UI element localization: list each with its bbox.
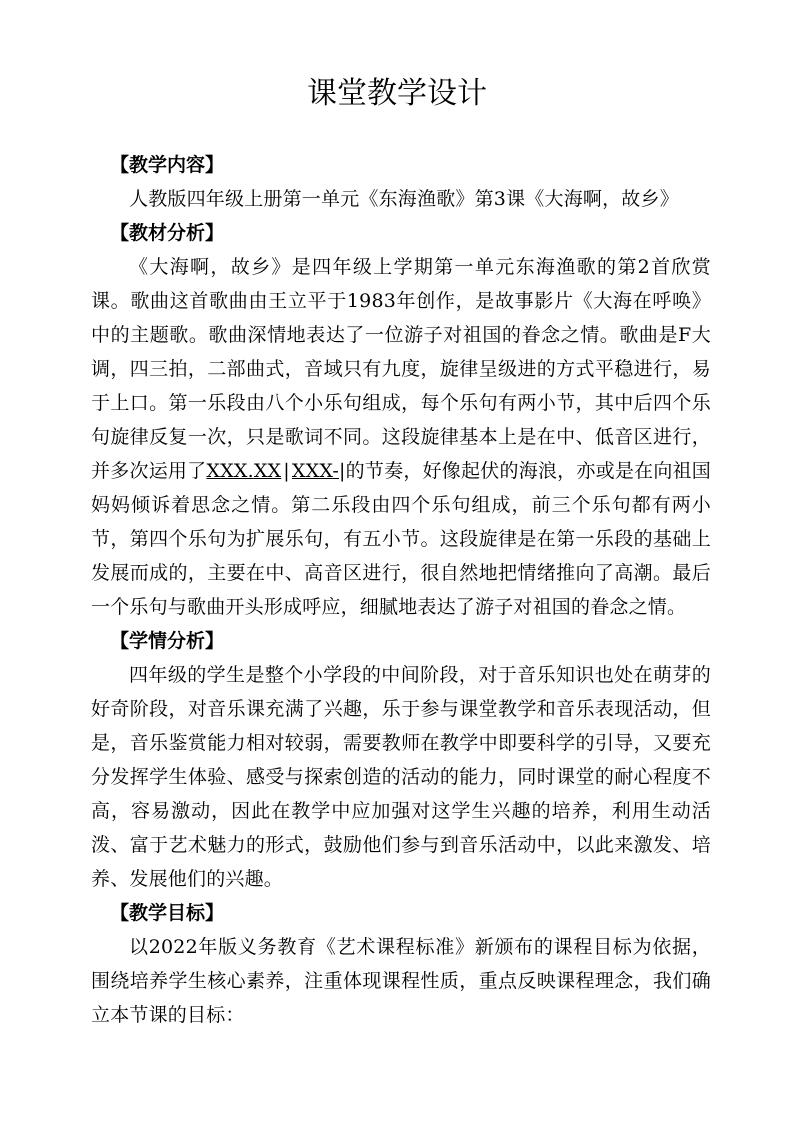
document-body [91,148,711,1032]
paragraph-teaching-goals: 以2022年版义务教育《艺术课程标准》新颁布的课程目标为依据，围绕培养学生核心素养，注重体现课程性质，重点反映课程理念，我们确立本节课的目标： [91,936,711,1026]
material-analysis-text-1: 《大海啊，故乡》是四年级上学期第一单元东海渔歌的第2首欣赏课。歌曲这首歌曲由王立平于1983年创作，是故事影片《大海在呼唤》中的主题歌。歌曲深情地表达了一位游子对祖国的眷念之情。歌曲是F大调，四三拍，二部曲式，音域只有九度，旋律呈级进的方式平稳进行，易于上口。第一乐段由八个小乐句组成，每个乐句有两小节，其中后四个乐句旋律反复一次，只是歌词不同。这段旋律基本上是在中、低音区进行，并多次运用了 [91,256,711,482]
rhythm-notation-2: XX [253,460,282,482]
document-title: 课堂教学设计 [307,76,487,111]
paragraph-material-analysis [91,250,711,624]
rhythm-notation-3: XXX- [291,460,339,482]
section-heading-student-analysis: 【学情分析】 [110,630,225,652]
rhythm-barline-1: | [283,460,290,482]
section-heading-material-analysis: 【教材分析】 [110,222,225,244]
rhythm-barline-2: | [339,460,346,482]
rhythm-notation-1: XXX. [206,460,254,482]
section-heading-teaching-goals: 【教学目标】 [110,902,225,924]
paragraph-student-analysis: 四年级的学生是整个小学段的中间阶段，对于音乐知识也处在萌芽的好奇阶段，对音乐课充满了兴趣，乐于参与课堂教学和音乐表现活动，但是，音乐鉴赏能力相对较弱，需要教师在教学中即要科学的引导，又要充分发挥学生体验、感受与探索创造的活动的能力，同时课堂的耐心程度不高，容易激动，因此在教学中应加强对这学生兴趣的培养，利用生动活泼、富于艺术魅力的形式，鼓励他们参与到音乐活动中，以此来激发、培养、发展他们的兴趣。 [91,664,711,890]
section-heading-teaching-content: 【教学内容】 [110,154,225,176]
paragraph-teaching-content: 人教版四年级上册第一单元《东海渔歌》第3课《大海啊，故乡》 [129,188,679,210]
material-analysis-text-2: 的节奏，好像起伏的海浪，亦或是在向祖国妈妈倾诉着思念之情。第二乐段由四个乐句组成，前三个乐句都有两小节，第四个乐句为扩展乐句，有五小节。这段旋律是在第一乐段的基础上发展而成的，主要在中、高音区进行，很自然地把情绪推向了高潮。最后一个乐句与歌曲开头形成呼应，细腻地表达了游子对祖国的眷念之情。 [91,460,711,618]
